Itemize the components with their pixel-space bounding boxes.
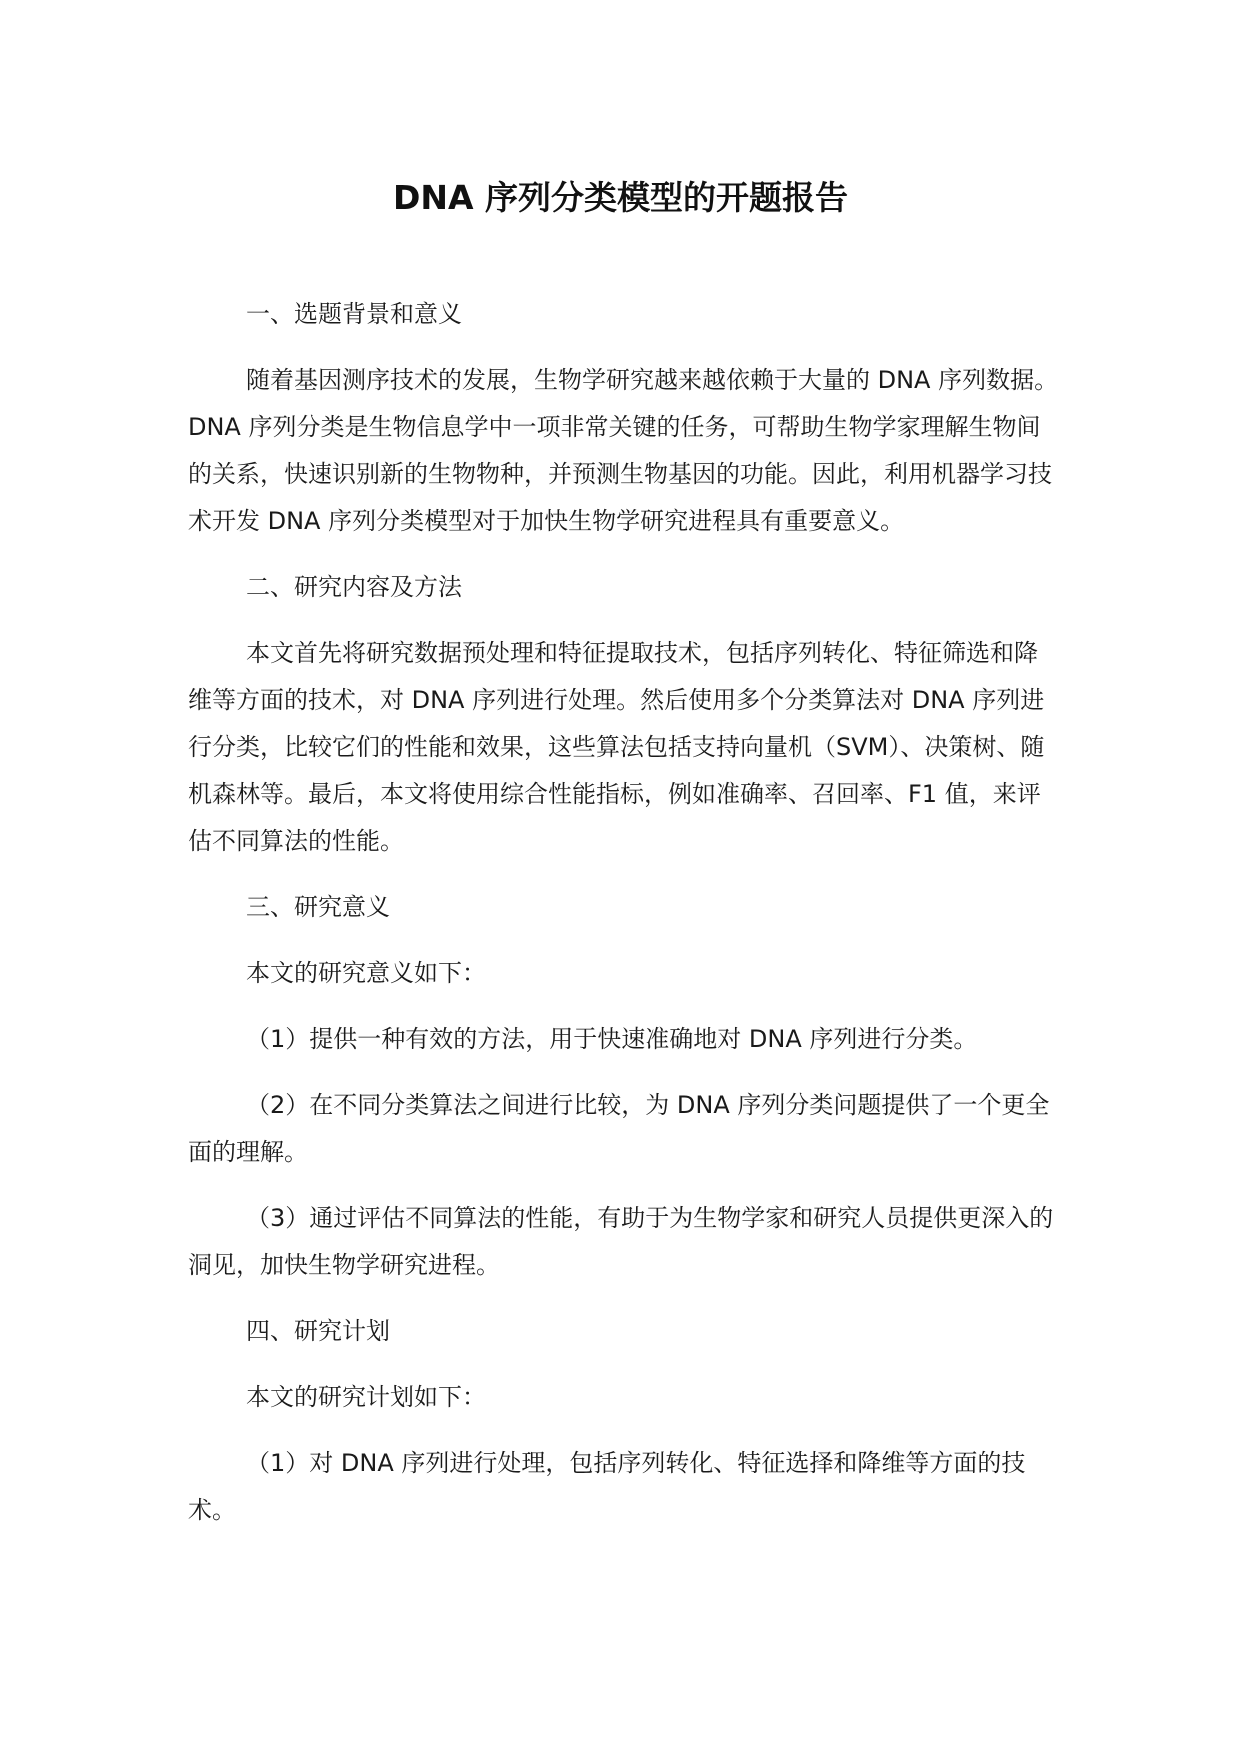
paragraph-background: 随着基因测序技术的发展，生物学研究越来越依赖于大量的 DNA 序列数据。DNA 序列分类是生物信息学中一项非常关键的任务，可帮助生物学家理解生物间的关系，快速识别新的生物物种，并预测生物基因的功能。因此，利用机器学习技术开发 DNA 序列分类模型对于加快生物学研究进程具有重要意义。 [188,366,1059,535]
section-heading-significance: 三、研究意义 [246,893,390,921]
paragraph-significance-intro: 本文的研究意义如下： [246,959,486,987]
paragraph-significance-item-3: （3）通过评估不同算法的性能，有助于为生物学家和研究人员提供更深入的洞见，加快生物学研究进程。 [188,1204,1054,1279]
paragraph-content-methods: 本文首先将研究数据预处理和特征提取技术，包括序列转化、特征筛选和降维等方面的技术，对 DNA 序列进行处理。然后使用多个分类算法对 DNA 序列进行分类，比较它们的性能和效果，这些算法包括支持向量机（SVM）、决策树、随机森林等。最后，本文将使用综合性能指标，例如准确率、召回率、F1 值，来评估不同算法的性能。 [188,639,1045,855]
paragraph-significance-item-2: （2）在不同分类算法之间进行比较，为 DNA 序列分类问题提供了一个更全面的理解。 [188,1091,1050,1166]
section-heading-background: 一、选题背景和意义 [246,300,462,328]
paragraph-plan-intro: 本文的研究计划如下： [246,1383,486,1411]
paragraph-significance-item-1: （1）提供一种有效的方法，用于快速准确地对 DNA 序列进行分类。 [246,1025,978,1053]
section-heading-plan: 四、研究计划 [246,1317,390,1345]
document-title: DNA 序列分类模型的开题报告 [392,178,849,217]
section-heading-content-methods: 二、研究内容及方法 [246,573,462,601]
document-body [188,291,1060,1553]
paragraph-plan-item-1: （1）对 DNA 序列进行处理，包括序列转化、特征选择和降维等方面的技术。 [188,1449,1026,1524]
